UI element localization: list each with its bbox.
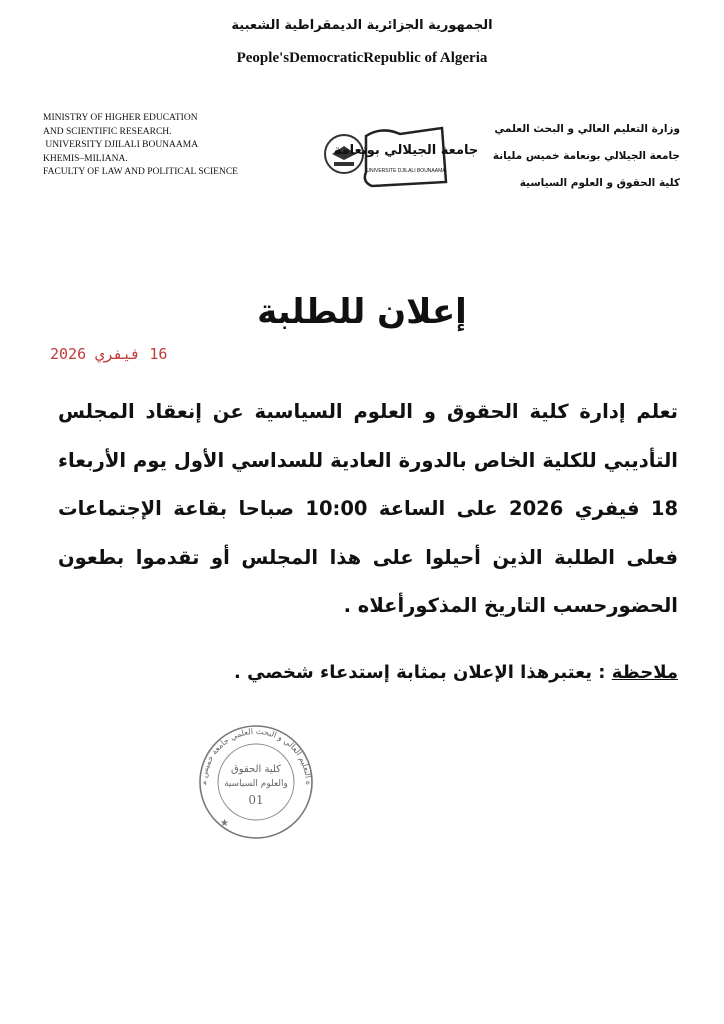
announcement-title: إعلان للطلبة	[257, 292, 467, 332]
header-left-block	[43, 112, 273, 180]
header-right-line: وزارة التعليم العالي و البحث العلمي	[494, 123, 680, 135]
header-right-line: جامعة الجيلالي بونعامة خميس مليانة	[492, 150, 680, 162]
note-label: ملاحظة	[611, 662, 678, 683]
header-right-block	[440, 116, 680, 197]
seal-outer-text: ة التعليم العالي و البحث العلمي جامعة خميس م	[198, 726, 314, 786]
header-left-line: AND SCIENTIFIC RESEARCH.	[43, 126, 172, 137]
seal-star-icon: ★	[220, 818, 229, 829]
announcement-body: تعلم إدارة كلية الحقوق و العلوم السياسية عن إنعقاد المجلس التأديبي للكلية الخاص بالدورة العادية للسداسي الأول يوم الأربعاء 18 فيفري 2026 على الساعة 10:00 صباحا بقاعة الإجتماعات فعلى الطلبة الذين أحيلوا على هذا المجلس أو تقدموا بطعون الحضورحسب التاريخ المذكورأعلاه .	[58, 400, 679, 617]
header-left-line: UNIVERSITY DJILALI BOUNAAMA	[43, 140, 199, 150]
seal-number: 01	[248, 793, 264, 807]
republic-title-english: People'sDemocraticRepublic of Algeria	[236, 50, 488, 66]
official-seal	[186, 722, 326, 842]
logo-arabic-text: جامعة الجيلالي بونعامة	[333, 143, 479, 158]
university-logo	[322, 122, 479, 192]
logo-latin-text: UNIVERSITE DJILALI BOUNAAMA	[366, 168, 446, 174]
date-stamp: 16 فيفري 2026	[50, 345, 168, 363]
seal-line-2: والعلوم السياسية	[224, 779, 288, 789]
header-left-line: FACULTY OF LAW AND POLITICAL SCIENCE	[43, 167, 238, 177]
seal-line-1: كلية الحقوق	[231, 764, 281, 775]
note-text: : يعتبرهذا الإعلان بمثابة إستدعاء شخصي .	[234, 662, 612, 683]
header-right-line: كلية الحقوق و العلوم السياسية	[519, 177, 680, 189]
note-line	[58, 662, 678, 683]
header-left-line: MINISTRY OF HIGHER EDUCATION	[43, 113, 198, 123]
republic-title-arabic: الجمهورية الجزائرية الديمقراطية الشعبية	[231, 18, 493, 33]
header-left-line: KHEMIS–MILIANA.	[43, 153, 128, 164]
